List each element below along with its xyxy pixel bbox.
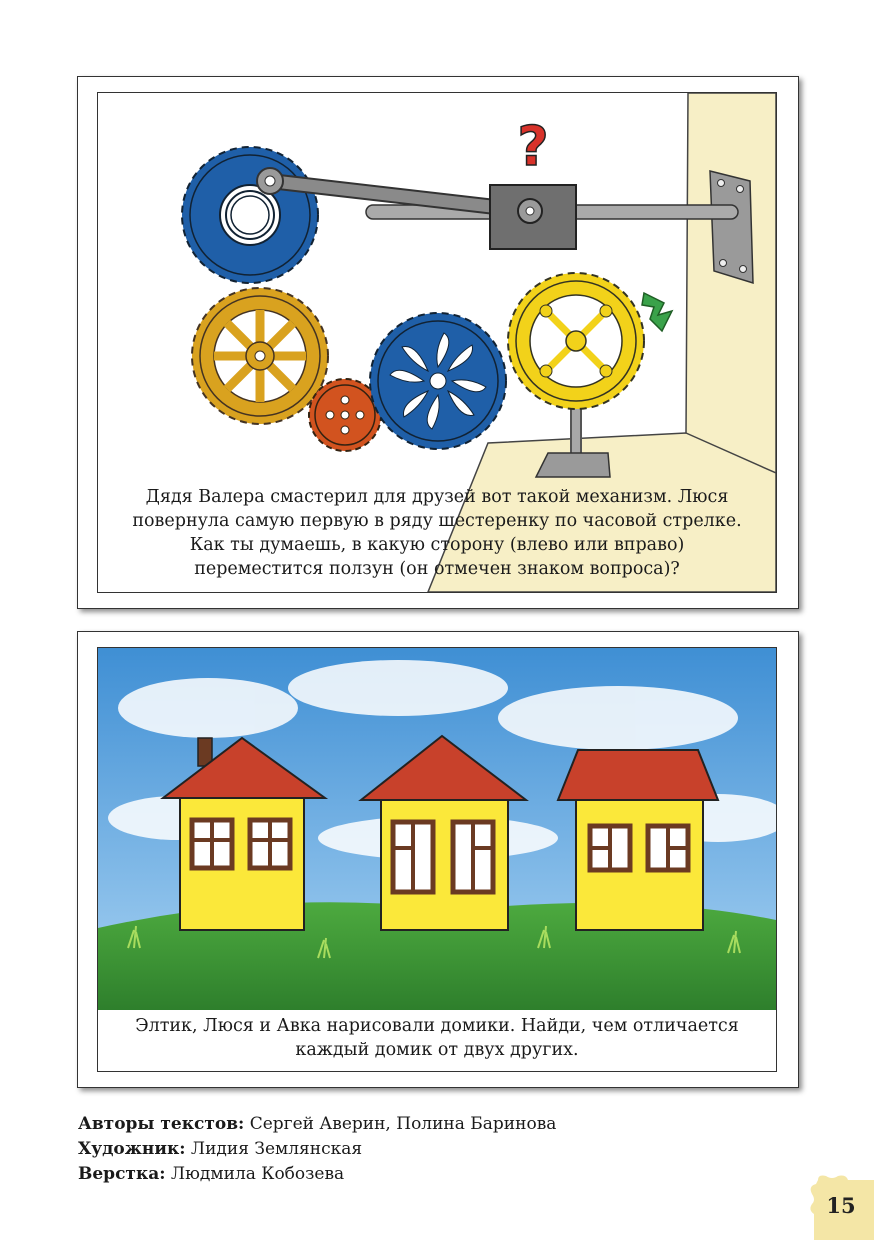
blue-turbine-gear	[370, 313, 506, 449]
houses-puzzle-card	[77, 631, 799, 1088]
yellow-gear	[508, 273, 644, 409]
caption-line: Элтик, Люся и Авка нарисовали домики. Найди, чем отличается	[135, 1016, 739, 1036]
caption-line: переместится ползун (он отмечен знаком вопроса)?	[194, 559, 680, 579]
wall-bracket	[710, 171, 753, 283]
caption-line: Как ты думаешь, в какую сторону (влево или вправо)	[189, 535, 685, 555]
caption-line: повернула самую первую в ряду шестеренку по часовой стрелке.	[132, 511, 742, 531]
mechanism-illustration-frame	[97, 92, 777, 593]
credit-label: Верстка:	[78, 1164, 166, 1184]
houses-illustration	[98, 648, 776, 1010]
page-number: 15	[826, 1193, 856, 1218]
blue-drive-gear	[182, 147, 318, 283]
credit-label: Художник:	[78, 1139, 186, 1159]
credit-layout	[78, 1162, 556, 1187]
page-number-tab	[808, 1174, 874, 1240]
credit-value: Людмила Кобозева	[165, 1164, 345, 1184]
houses-illustration-frame	[97, 647, 777, 1072]
caption-line: Дядя Валера смастерил для друзей вот такой механизм. Люся	[145, 487, 729, 507]
credit-artist	[78, 1137, 556, 1162]
credit-value: Сергей Аверин, Полина Баринова	[244, 1114, 557, 1134]
house-right	[558, 750, 718, 930]
credit-value: Лидия Землянская	[185, 1139, 363, 1159]
credit-texts	[78, 1112, 556, 1137]
credits-block	[78, 1112, 556, 1187]
mechanism-caption	[98, 485, 776, 581]
credit-label: Авторы текстов:	[78, 1114, 245, 1134]
gear-stand-base	[536, 453, 610, 477]
houses-caption	[98, 1014, 776, 1062]
gold-gear	[192, 288, 328, 424]
caption-line: каждый домик от двух других.	[295, 1040, 579, 1060]
rotation-arrow-icon	[642, 293, 672, 331]
mechanism-puzzle-card	[77, 76, 799, 609]
question-mark: ?	[517, 115, 549, 178]
